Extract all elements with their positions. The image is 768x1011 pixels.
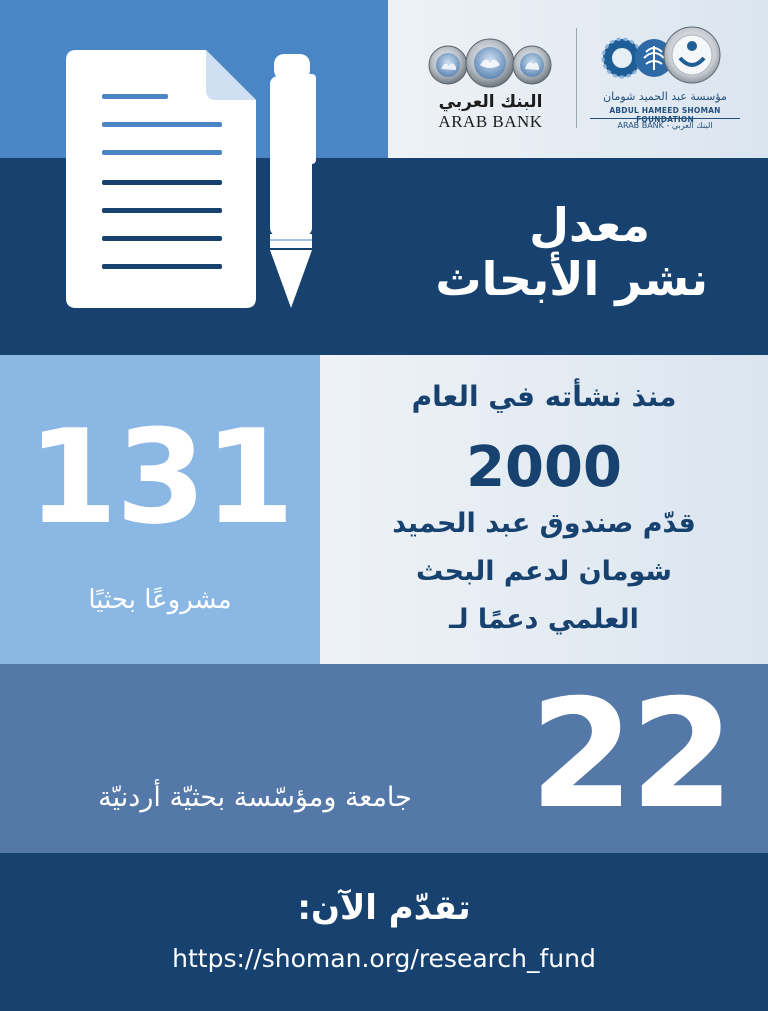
since-text-line-2: شومان لدعم البحث bbox=[416, 556, 672, 587]
shoman-foundation-logo bbox=[590, 22, 740, 132]
shoman-arabic-name: مؤسسة عبد الحميد شومان bbox=[603, 90, 727, 103]
since-text-line-3: العلمي دعمًا لـ bbox=[449, 604, 639, 635]
logo-divider bbox=[576, 28, 577, 128]
footer-panel bbox=[0, 853, 768, 1011]
projects-count: 131 bbox=[27, 401, 293, 553]
document-icon bbox=[66, 50, 256, 308]
title-line-1: معدل bbox=[529, 198, 650, 252]
since-label: منذ نشأته في العام bbox=[411, 380, 677, 413]
shoman-english-name: ABDUL HAMEED SHOMAN FOUNDATION bbox=[609, 106, 721, 124]
projects-label: مشروعًا بحثيًا bbox=[88, 585, 232, 615]
arab-bank-coins-icon bbox=[428, 35, 553, 91]
title-line-2: نشر الأبحاث bbox=[435, 252, 708, 306]
since-year: 2000 bbox=[466, 435, 622, 500]
universities-label: جامعة ومؤسّسة بحثيّة أردنيّة bbox=[98, 782, 412, 813]
since-text-line-1: قدّم صندوق عبد الحميد bbox=[392, 508, 696, 539]
apply-url-link[interactable]: https://shoman.org/research_fund bbox=[172, 944, 596, 973]
arab-bank-logo bbox=[428, 30, 553, 130]
shoman-subtitle: ARAB BANK - البنك العربي bbox=[590, 118, 740, 130]
arab-bank-english-name: ARAB BANK bbox=[438, 112, 543, 131]
apply-now-label: تقدّم الآن: bbox=[297, 888, 471, 928]
arab-bank-arabic-name: البنك العربي bbox=[438, 92, 543, 112]
pen-icon bbox=[268, 54, 320, 308]
shoman-circles-icon bbox=[600, 22, 730, 90]
universities-count: 22 bbox=[529, 668, 731, 842]
